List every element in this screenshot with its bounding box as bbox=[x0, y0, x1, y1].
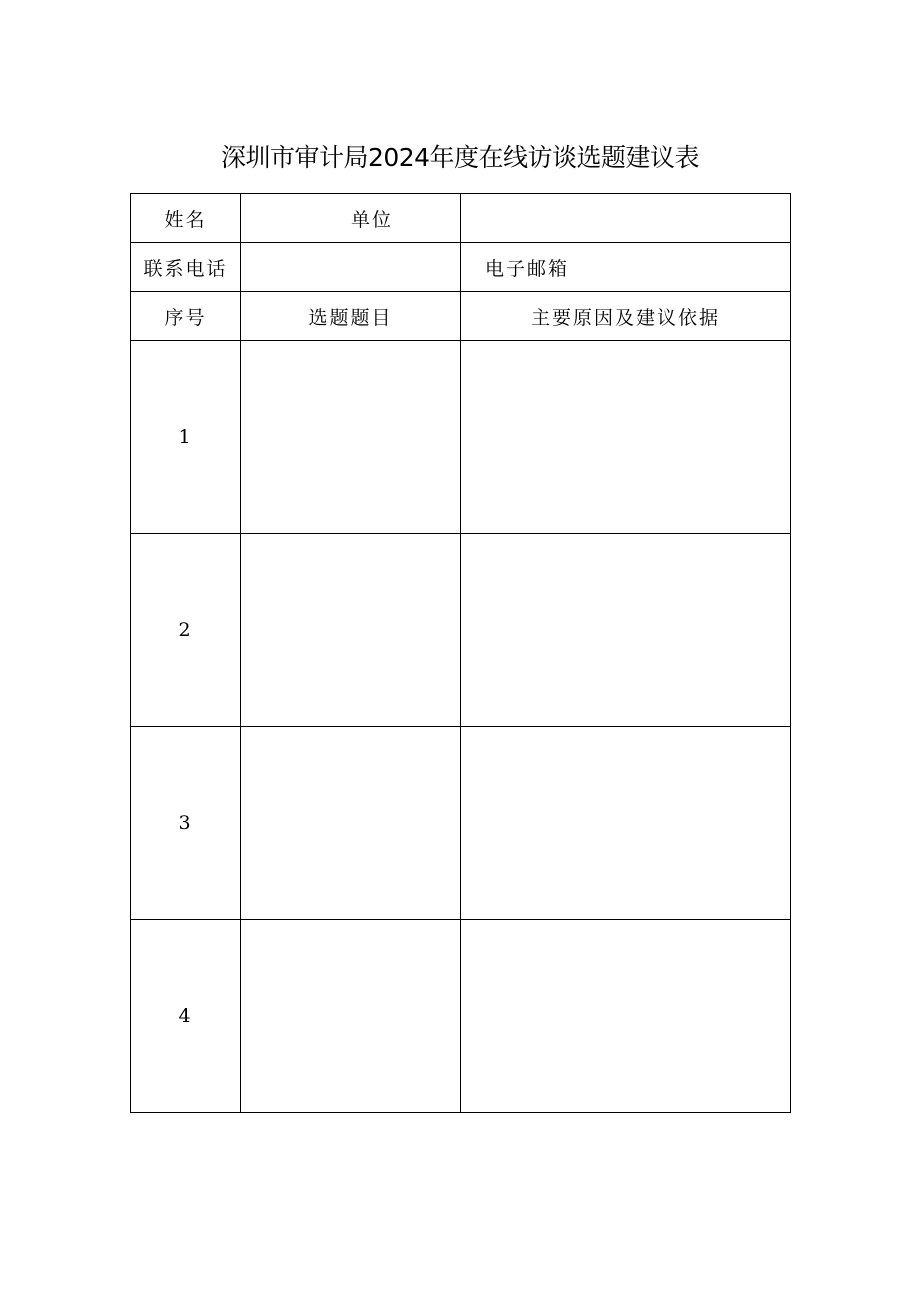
row-index: 4 bbox=[131, 920, 241, 1113]
topic-cell[interactable] bbox=[241, 534, 461, 727]
topic-cell[interactable] bbox=[241, 920, 461, 1113]
row-index: 3 bbox=[131, 727, 241, 920]
info-row-name bbox=[131, 194, 791, 243]
reason-cell[interactable] bbox=[461, 534, 791, 727]
reason-cell[interactable] bbox=[461, 920, 791, 1113]
table-row bbox=[131, 534, 791, 727]
name-label: 姓名 bbox=[131, 194, 241, 243]
unit-label: 单位 bbox=[241, 194, 461, 243]
topic-cell[interactable] bbox=[241, 727, 461, 920]
topic-cell[interactable] bbox=[241, 341, 461, 534]
row-index: 1 bbox=[131, 341, 241, 534]
column-header-index: 序号 bbox=[131, 292, 241, 341]
suggestion-form-table bbox=[130, 193, 791, 1113]
phone-field[interactable] bbox=[241, 243, 461, 292]
table-row bbox=[131, 920, 791, 1113]
table-row bbox=[131, 341, 791, 534]
reason-cell[interactable] bbox=[461, 727, 791, 920]
table-header-row bbox=[131, 292, 791, 341]
column-header-topic: 选题题目 bbox=[241, 292, 461, 341]
reason-cell[interactable] bbox=[461, 341, 791, 534]
row-index: 2 bbox=[131, 534, 241, 727]
phone-label: 联系电话 bbox=[131, 243, 241, 292]
info-row-contact bbox=[131, 243, 791, 292]
unit-field[interactable] bbox=[461, 194, 791, 243]
page-title: 深圳市审计局2024年度在线访谈选题建议表 bbox=[220, 143, 700, 172]
column-header-reason: 主要原因及建议依据 bbox=[461, 292, 791, 341]
email-label: 电子邮箱 bbox=[461, 243, 791, 292]
table-row bbox=[131, 727, 791, 920]
